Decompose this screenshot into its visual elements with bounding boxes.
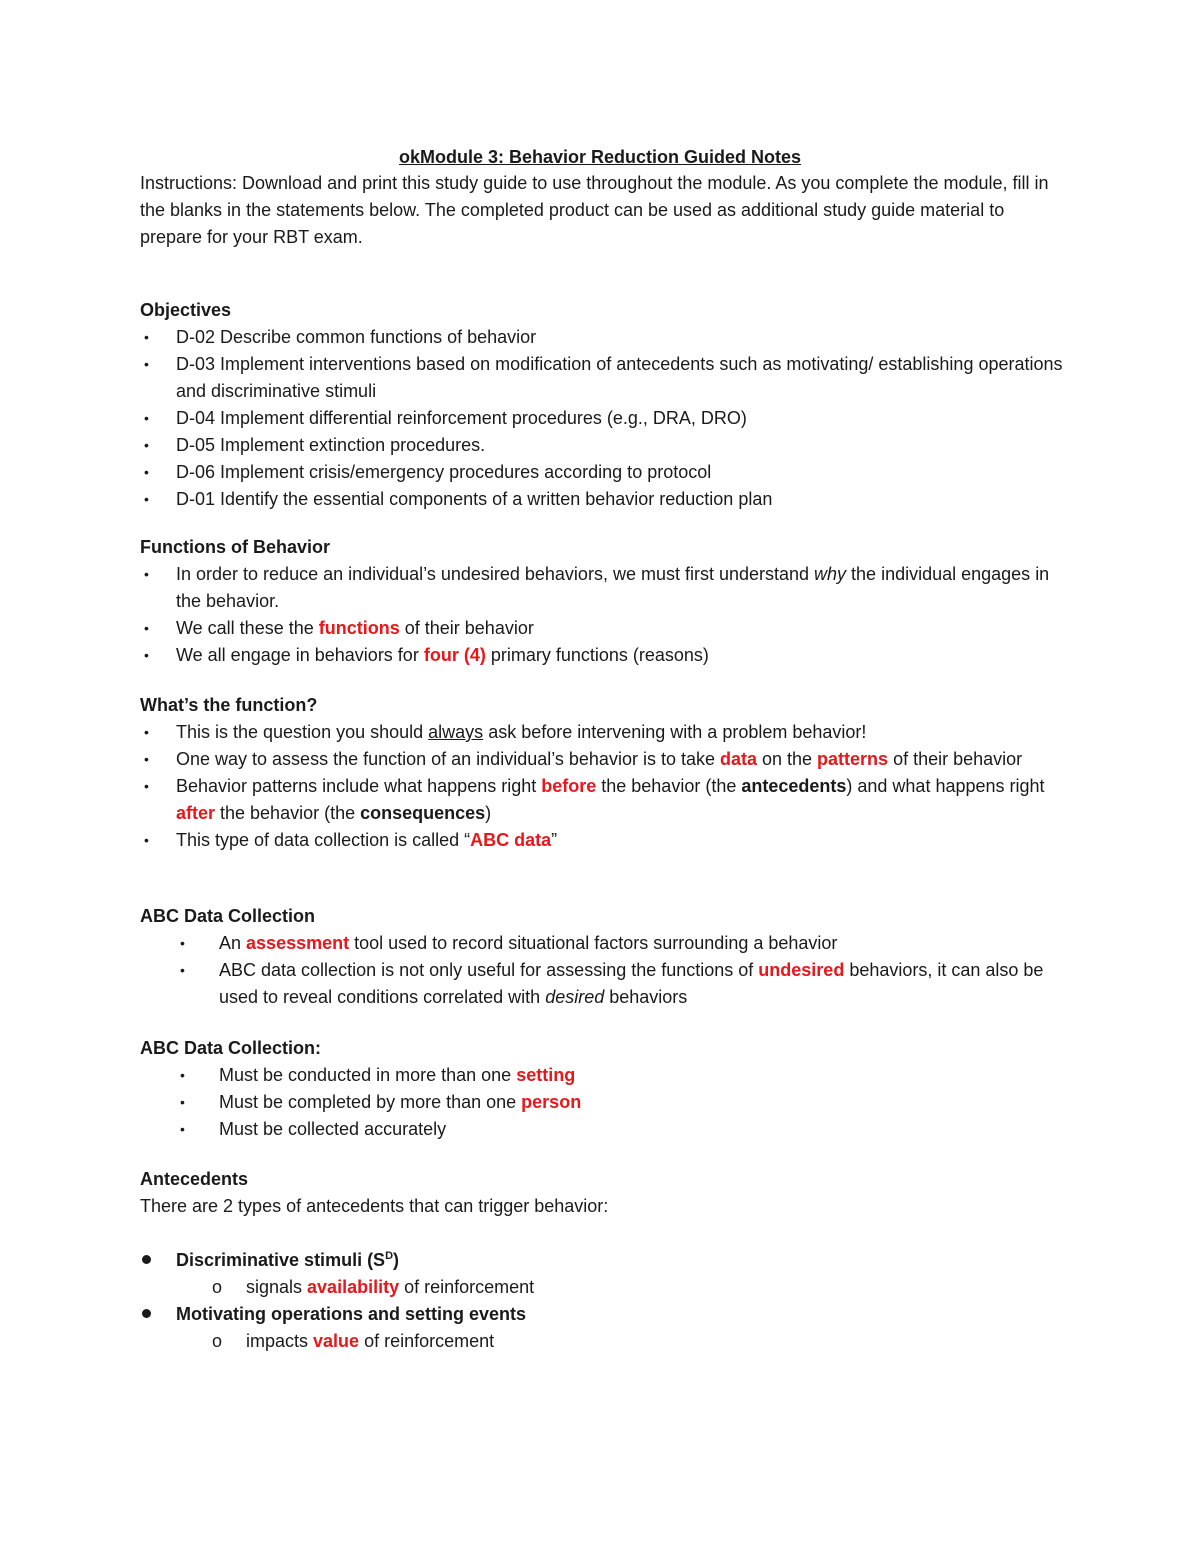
abc-requirements-list [140,1062,1070,1143]
list-item [140,642,1070,669]
text-run: Must be conducted in more than one [219,1065,517,1085]
bullet-icon: • [144,620,149,636]
text-run: Behavior patterns include what happens right [176,776,542,796]
bullet-icon [142,1255,151,1264]
text-run: We all engage in behaviors for [176,645,424,665]
answer-text: ABC data [470,830,552,850]
bullet-icon: • [180,1067,185,1083]
list-item [140,1116,1070,1143]
abc-list [140,930,1070,1011]
underlined-text: always [428,722,484,742]
bullet-icon: • [144,410,149,426]
antecedent-sublist [140,1328,1070,1355]
text-run: primary functions (reasons) [485,645,709,665]
objective-text: D-01 Identify the essential components of a written behavior reduction plan [176,489,773,509]
list-item [140,746,1070,773]
bullet-icon: • [144,329,149,345]
list-item [140,1301,1070,1328]
bullet-icon: • [144,832,149,848]
spacer [140,1220,1070,1247]
text-run: signals [246,1277,308,1297]
list-item [140,486,1070,513]
text-run: the behavior (the [215,803,361,823]
emphasis-text: why [814,564,847,584]
text-run: of reinforcement [399,1277,535,1297]
text-run: the behavior (the [596,776,742,796]
bullet-icon: • [144,751,149,767]
instructions-paragraph: Instructions: Download and print this study guide to use throughout the module. As you complete the module, fill in the blanks in the statements below. The completed product can be used as additional study guide material to prepare for your RBT exam. [140,173,1049,247]
bullet-icon: • [144,566,149,582]
text-run: Motivating operations and setting events [176,1304,527,1324]
list-item [140,957,1070,1011]
text-run: on the [757,749,818,769]
antecedent-sublist [140,1274,1070,1301]
text-run: ) [393,1250,400,1270]
text-run: An [219,933,247,953]
text-run: Must be collected accurately [219,1119,447,1139]
bullet-icon: • [180,962,185,978]
list-item [140,324,1070,351]
answer-text: four (4) [423,645,486,665]
text-run: In order to reduce an individual’s undesired behaviors, we must first understand [176,564,815,584]
answer-text: undesired [758,960,845,980]
objective-text: D-05 Implement extinction procedures. [176,435,486,455]
answer-text: value [313,1331,360,1351]
list-item [140,1089,1070,1116]
answer-text: assessment [246,933,350,953]
text-run: ) [485,803,492,823]
answer-text: patterns [817,749,889,769]
antecedents-heading: Antecedents [140,1169,249,1189]
abc-heading: ABC Data Collection [140,906,316,926]
answer-text: before [541,776,597,796]
emphasis-text: desired [545,987,605,1007]
text-run: Must be completed by more than one [219,1092,522,1112]
answer-text: functions [318,618,400,638]
text-run: the individual engages in the behavior. [176,564,1050,611]
abc-data-collection-requirements-section [140,1035,1070,1143]
text-run: We call these the [176,618,319,638]
bold-text: consequences [360,803,486,823]
list-item [140,1328,1070,1355]
objective-text: D-04 Implement differential reinforcement procedures (e.g., DRA, DRO) [176,408,747,428]
bullet-icon: • [180,1121,185,1137]
bullet-icon: • [144,724,149,740]
bullet-icon: • [144,491,149,507]
text-run: tool used to record situational factors surrounding a behavior [349,933,838,953]
functions-list [140,561,1070,669]
antecedents-section [140,1166,1070,1355]
bullet-icon: • [144,778,149,794]
list-item [140,1274,1070,1301]
antecedent-types-list [140,1301,1070,1328]
text-run: of their behavior [888,749,1023,769]
bullet-icon: • [144,437,149,453]
answer-text: availability [307,1277,400,1297]
text-run: behaviors [604,987,688,1007]
answer-text: person [521,1092,582,1112]
list-item [140,773,1070,827]
text-run: ) and what happens right [846,776,1045,796]
document-title: okModule 3: Behavior Reduction Guided Notes [398,147,802,167]
bullet-icon: • [144,647,149,663]
bullet-icon [142,1309,151,1318]
text-run: This type of data collection is called “ [176,830,471,850]
text-run: Discriminative stimuli (S [176,1250,386,1270]
bullet-icon: • [144,356,149,372]
list-item [140,827,1070,854]
list-item [140,1247,1070,1274]
text-run: ABC data collection is not only useful for assessing the functions of [219,960,759,980]
circle-bullet-icon: o [212,1277,223,1297]
superscript-text: D [385,1250,394,1262]
circle-bullet-icon: o [212,1331,223,1351]
bullet-icon: • [144,464,149,480]
list-item [140,615,1070,642]
bullet-icon: • [180,1094,185,1110]
text-run: of reinforcement [359,1331,495,1351]
objective-text: D-03 Implement interventions based on modification of antecedents such as motivating/ establishing operations and discriminative stimuli [176,354,1063,401]
bullet-icon: • [180,935,185,951]
answer-text: setting [516,1065,576,1085]
whats-heading: What’s the function? [140,695,318,715]
list-item [140,719,1070,746]
text-run: This is the question you should [176,722,429,742]
text-run: ” [551,830,558,850]
text-run: ask before intervening with a problem behavior! [483,722,867,742]
list-item [140,1062,1070,1089]
answer-text: data [719,749,757,769]
objective-text: D-02 Describe common functions of behavior [176,327,537,347]
list-item [140,459,1070,486]
objective-text: D-06 Implement crisis/emergency procedures according to protocol [176,462,712,482]
antecedents-intro: There are 2 types of antecedents that can trigger behavior: [140,1196,609,1216]
answer-text: after [176,803,216,823]
text-run: One way to assess the function of an individual’s behavior is to take [176,749,720,769]
antecedent-types-list [140,1247,1070,1274]
text-run: of their behavior [399,618,534,638]
text-run: impacts [246,1331,314,1351]
whats-the-function-section [140,692,1070,854]
functions-section [140,534,1070,669]
objectives-heading: Objectives [140,300,232,320]
list-item [140,930,1070,957]
objectives-section [140,297,1070,513]
whats-list [140,719,1070,854]
functions-heading: Functions of Behavior [140,537,331,557]
abc-data-collection-section [140,903,1070,1011]
abc-requirements-heading: ABC Data Collection: [140,1038,322,1058]
list-item [140,432,1070,459]
list-item [140,561,1070,615]
list-item [140,351,1070,405]
text-run: behaviors, it can also be used to reveal conditions correlated with [219,960,1044,1007]
bold-text: antecedents [741,776,847,796]
objectives-list [140,324,1070,513]
list-item [140,405,1070,432]
